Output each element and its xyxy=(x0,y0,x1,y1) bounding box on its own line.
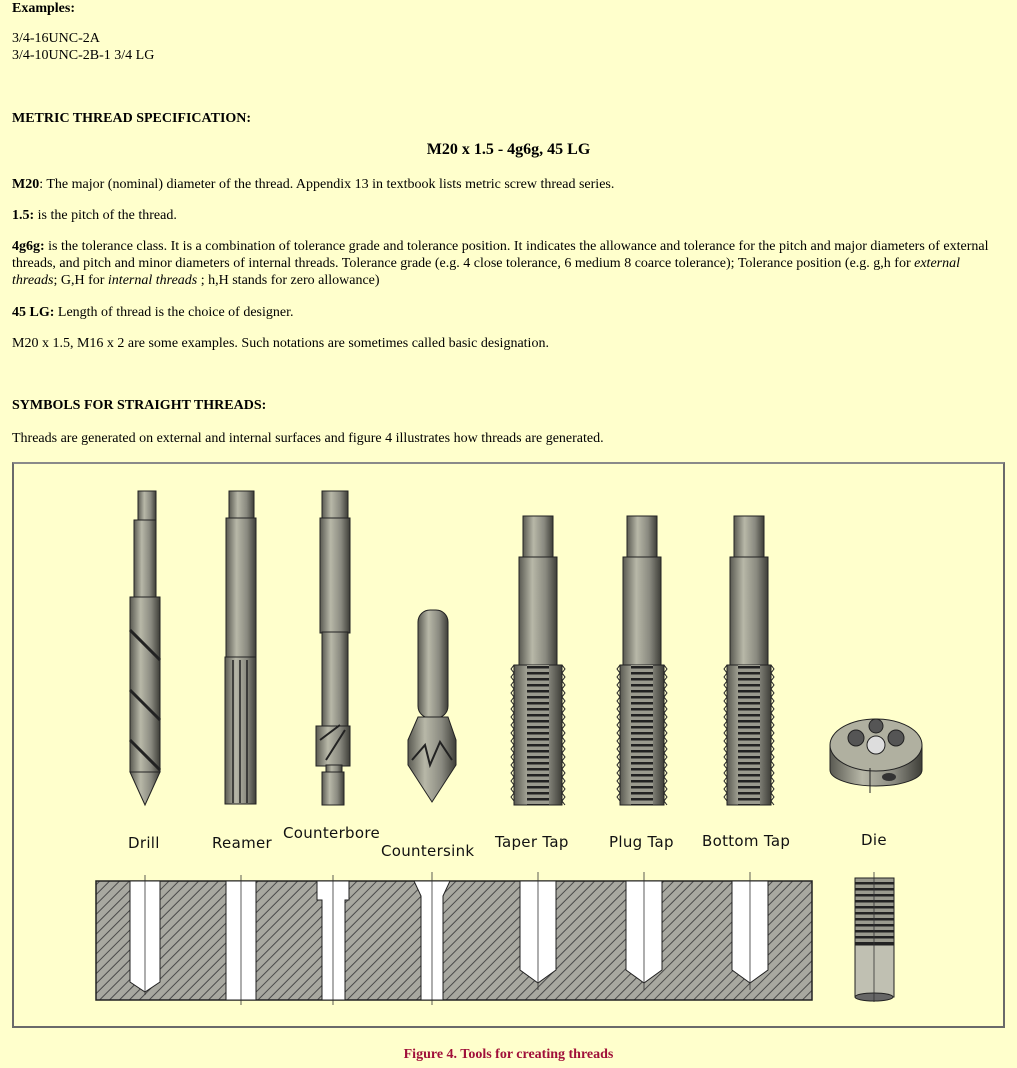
die-icon xyxy=(830,719,922,793)
symbols-heading: SYMBOLS FOR STRAIGHT THREADS: xyxy=(12,398,267,413)
m20-definition: M20: The major (nominal) diameter of the thread. Appendix 13 in textbook lists metric screw thread series. xyxy=(12,177,615,192)
figure-caption: Figure 4. Tools for creating threads xyxy=(403,1047,614,1062)
example-item: 3/4-10UNC-2B-1 3/4 LG xyxy=(12,48,155,63)
label-drill: Drill xyxy=(128,834,160,852)
example-item: 3/4-16UNC-2A xyxy=(12,31,100,46)
pitch-definition: 1.5: is the pitch of the thread. xyxy=(12,208,177,223)
label-reamer: Reamer xyxy=(212,834,272,852)
metric-spec-example: M20 x 1.5 - 4g6g, 45 LG xyxy=(426,141,591,158)
tolerance-definition: 4g6g: is the tolerance class. It is a combination of tolerance grade and tolerance position. It indicates the allowance and tolerance for the pitch and major diameters of external threads, and pitch and minor diameters of internal threads. Tolerance grade (e.g. 4 close tolerance, 6 medium 8 coarce tolerance); Tolerance position (e.g. g,h for external threads; G,H for internal threads ; h,H stands for zero allowance) xyxy=(12,239,989,288)
metric-heading: METRIC THREAD SPECIFICATION: xyxy=(12,111,252,126)
taper-tap-icon xyxy=(511,516,565,805)
label-counterbore: Counterbore xyxy=(283,824,381,842)
counterbore-icon xyxy=(316,491,350,805)
reamer-icon xyxy=(225,491,256,804)
label-taper-tap: Taper Tap xyxy=(495,833,569,851)
bottom-tap-icon xyxy=(724,516,774,805)
examples-heading: Examples: xyxy=(12,1,75,16)
basic-designation-note: M20 x 1.5, M16 x 2 are some examples. Such notations are sometimes called basic designation. xyxy=(12,336,549,351)
threaded-rod xyxy=(855,872,894,1002)
drill-icon xyxy=(130,491,160,805)
countersink-icon xyxy=(408,610,456,802)
label-countersink: Countersink xyxy=(381,842,475,860)
label-die: Die xyxy=(861,831,887,849)
plug-tap-icon xyxy=(617,516,667,805)
length-definition: 45 LG: Length of thread is the choice of designer. xyxy=(12,305,294,320)
symbols-intro: Threads are generated on external and internal surfaces and figure 4 illustrates how threads are generated. xyxy=(12,431,604,446)
label-plug-tap: Plug Tap xyxy=(609,833,674,851)
label-bottom-tap: Bottom Tap xyxy=(702,832,791,850)
workpiece-section xyxy=(96,872,812,1005)
